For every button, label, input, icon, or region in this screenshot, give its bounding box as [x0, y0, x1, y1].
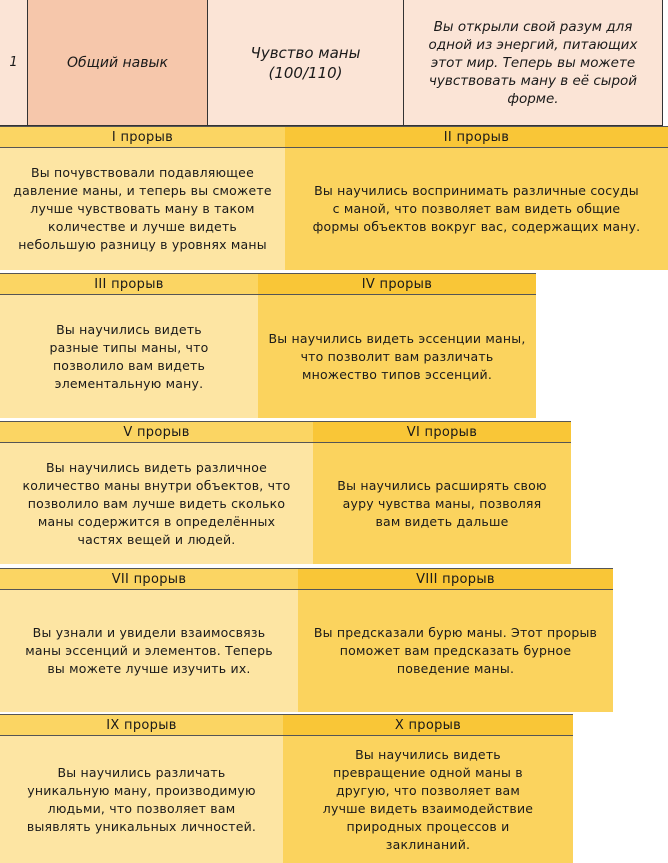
- skill-header-row: [0, 0, 663, 126]
- breakthrough-6-text: Вы научились расширять свою ауру чувства маны, позволяя вам видеть дальше: [337, 477, 547, 529]
- breakthrough-7-text: Вы узнали и увидели взаимосвязь маны эссенций и элементов. Теперь вы можете лучше изучить их.: [25, 625, 273, 676]
- skill-number-cell: [0, 0, 28, 125]
- breakthrough-7-title: VII прорыв: [111, 571, 187, 587]
- skill-category: Общий навык: [67, 54, 168, 71]
- breakthrough-7-title-cell: [0, 568, 298, 590]
- breakthrough-9-text-cell: [0, 736, 283, 863]
- breakthrough-4-title: IV прорыв: [361, 276, 433, 292]
- breakthrough-10-text-cell: [283, 736, 573, 863]
- skill-description-cell: [404, 0, 662, 125]
- breakthrough-1-title-cell: [0, 126, 285, 148]
- breakthrough-3-text: Вы научились видеть разные типы маны, что позволило вам видеть элементальную ману.: [49, 321, 209, 391]
- breakthrough-4-text: Вы научились видеть эссенции маны, что позволит вам различать множество типов эссенций.: [268, 330, 526, 382]
- breakthrough-8-title: VIII прорыв: [416, 571, 495, 587]
- breakthrough-3-title-cell: [0, 273, 258, 295]
- breakthrough-5-text: Вы научились видеть различное количество маны внутри объектов, что позволило вам лучше видеть сколько маны содержится в определённых частях вещей и людей.: [22, 459, 291, 547]
- breakthrough-10-title-cell: [283, 714, 573, 736]
- skill-category-cell: [28, 0, 208, 125]
- breakthrough-9-title-cell: [0, 714, 283, 736]
- breakthrough-6-text-cell: [313, 443, 571, 564]
- skill-description: Вы открыли свой разум для одной из энергий, питающих этот мир. Теперь вы можете чувствовать ману в её сырой форме.: [428, 18, 638, 107]
- breakthrough-8-text: Вы предсказали бурю маны. Этот прорыв поможет вам предсказать бурное поведение маны.: [313, 625, 598, 676]
- breakthrough-5-title: V прорыв: [123, 424, 190, 440]
- skill-number: 1: [9, 55, 18, 70]
- skill-name-cell: [208, 0, 404, 125]
- breakthrough-4-title-cell: [258, 273, 536, 295]
- breakthrough-2-text-cell: [285, 148, 668, 270]
- breakthrough-10-text: Вы научились видеть превращение одной маны в другую, что позволяет вам лучше видеть взаимодействие природных процессов и заклинаний.: [322, 746, 534, 852]
- breakthrough-9-text: Вы научились различать уникальную ману, производимую людьми, что позволяет вам выявлять уникальных личностей.: [26, 764, 257, 834]
- breakthrough-1-text-cell: [0, 148, 285, 270]
- breakthrough-2-text: Вы научились воспринимать различные сосуды с маной, что позволяет вам видеть общие формы объектов вокруг вас, содержащих ману.: [312, 183, 641, 234]
- breakthrough-2-title-cell: [285, 126, 668, 148]
- breakthrough-10-title: X прорыв: [394, 717, 462, 733]
- breakthrough-3-title: III прорыв: [94, 276, 164, 292]
- breakthrough-9-title: IX прорыв: [106, 717, 177, 733]
- skill-name: Чувство маны (100/110): [250, 43, 361, 82]
- breakthrough-8-text-cell: [298, 590, 613, 712]
- breakthrough-5-title-cell: [0, 421, 313, 443]
- breakthrough-5-text-cell: [0, 443, 313, 564]
- breakthrough-7-text-cell: [0, 590, 298, 712]
- breakthrough-6-title: VI прорыв: [406, 424, 478, 440]
- breakthrough-1-text: Вы почувствовали подавляющее давление маны, и теперь вы сможете лучше чувствовать ману в таком количестве и лучше видеть небольшую разницу в уровнях маны: [13, 165, 272, 252]
- breakthrough-8-title-cell: [298, 568, 613, 590]
- breakthrough-1-title: I прорыв: [111, 129, 174, 145]
- breakthrough-4-text-cell: [258, 295, 536, 418]
- breakthrough-2-title: II прорыв: [443, 129, 510, 145]
- breakthrough-3-text-cell: [0, 295, 258, 418]
- breakthrough-6-title-cell: [313, 421, 571, 443]
